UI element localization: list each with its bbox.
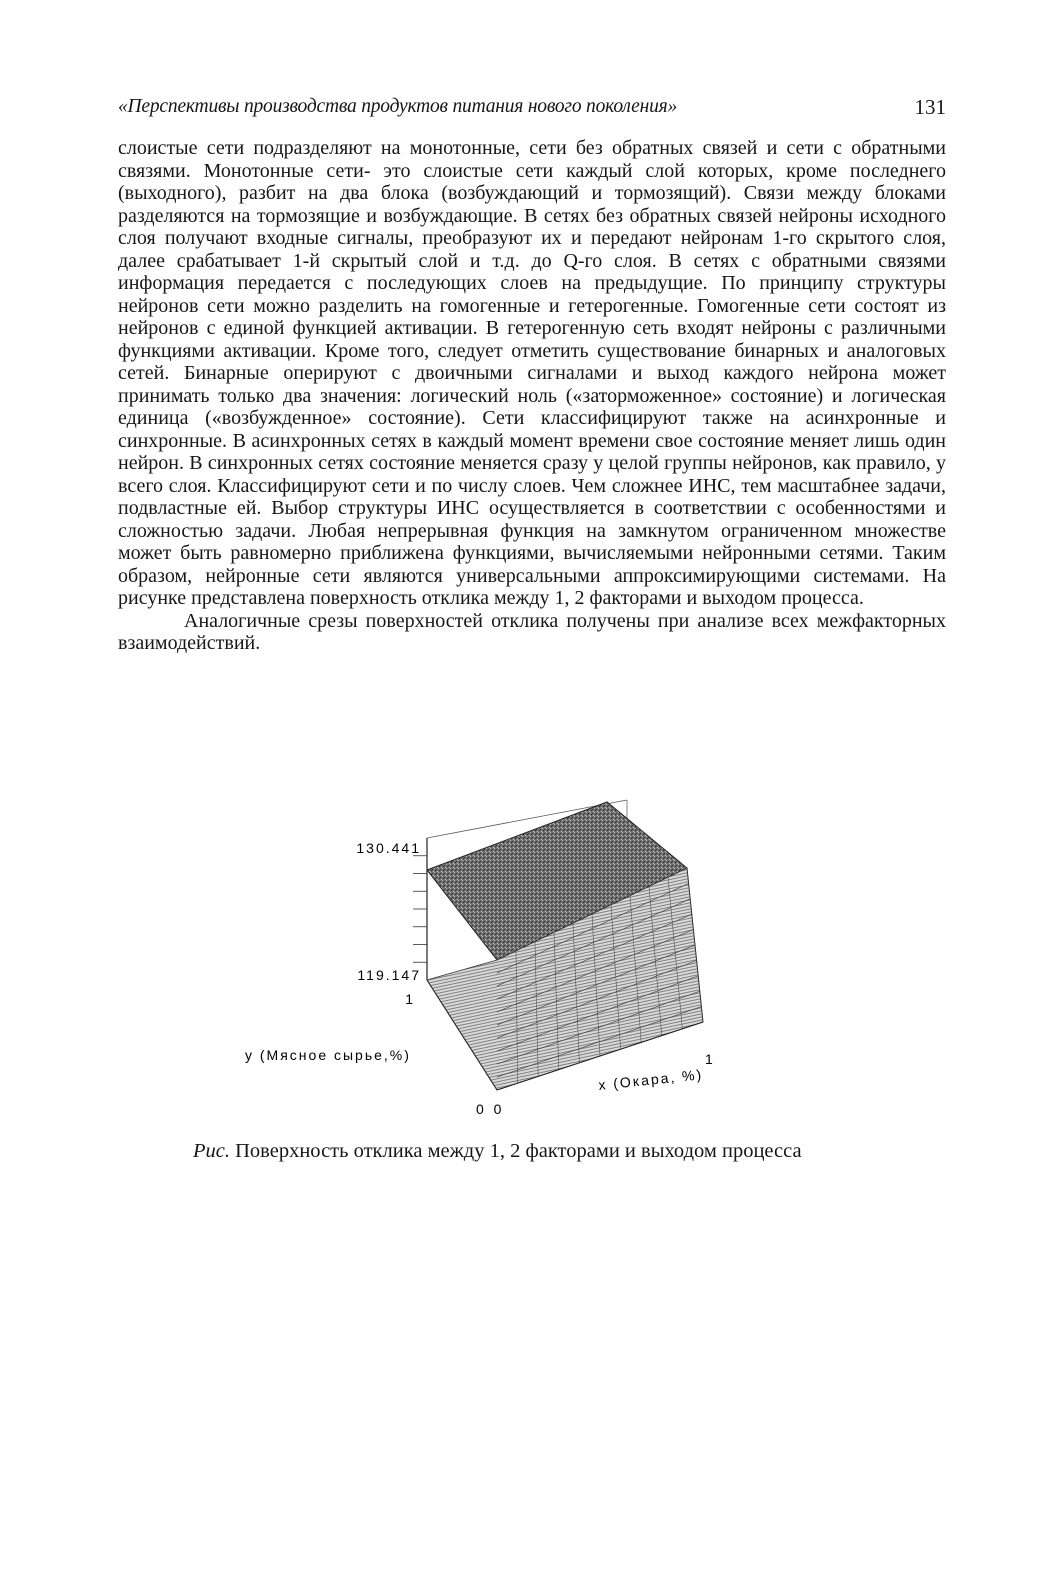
- response-surface-figure: [235, 790, 755, 1120]
- y-axis-label: y (Мясное сырье,%): [245, 1047, 411, 1063]
- caption-prefix: Рис.: [193, 1140, 230, 1162]
- page-number: 131: [914, 95, 946, 119]
- origin-label: 0 0: [476, 1101, 505, 1117]
- body-text: [118, 137, 946, 655]
- y-max-label: 1: [405, 991, 413, 1007]
- figure-caption: [193, 1138, 893, 1164]
- z-max-label: 130.441: [356, 840, 421, 856]
- x-axis-label: x (Окара, %): [597, 1066, 704, 1093]
- paragraph-1: слоистые сети подразделяют на монотонные, сети без обратных связей и сети с обратными связями. Монотонные сети- это слоистые сети каждый слой которых, кроме последнего (выходного), разбит на два блока (возбуждающий и тормозящий). Связи между блоками разделяются на тормозящие и возбуждающие. В сетях без обратных связей нейроны исходного слоя получают входные сигналы, преобразуют их и передают нейронам 1-го скрытого слоя, далее срабатывает 1-й скрытый слой и т.д. до Q-го слоя. В сетях с обратными связями информация передается с последующих слоев на предыдущие. По принципу структуры нейронов сети можно разделить на гомогенные и гетерогенные. Гомогенные сети состоят из нейронов с единой функцией активации. В гетерогенную сеть входят нейроны с различными функциями активации. Кроме того, следует отметить существование бинарных и аналоговых сетей. Бинарные оперируют с двоичными сигналами и выход каждого нейрона может принимать только два значения: логический ноль («заторможенное» состояние) и логическая единица («возбужденное» состояние). Сети классифицируют также на асинхронные и синхронные. В асинхронных сетях в каждый момент времени свое состояние меняет лишь один нейрон. В синхронных сетях состояние меняется сразу у целой группы нейронов, как правило, у всего слоя. Классифицируют сети и по числу слоев. Чем сложнее ИНС, тем масштабнее задачи, подвластные ей. Выбор структуры ИНС осуществляется в соответствии с особенностями и сложностью задачи. Любая непрерывная функция на замкнутом ограниченном множестве может быть равномерно приближена функциями, вычисляемыми нейронными сетями. Таким образом, нейронные сети являются универсальными аппроксимирующими системами. На рисунке представлена поверхность отклика между 1, 2 факторами и выходом процесса.: [118, 137, 946, 609]
- z-grid-lines: [413, 856, 427, 963]
- running-head: [118, 92, 946, 122]
- x-max-label: 1: [705, 1051, 713, 1067]
- paragraph-2: Аналогичные срезы поверхностей отклика получены при анализе всех межфакторных взаимодействий.: [118, 609, 946, 654]
- running-title: «Перспективы производства продуктов питания нового поколения»: [118, 96, 678, 117]
- z-min-label: 119.147: [357, 967, 421, 983]
- surface-plot: [235, 790, 755, 1120]
- caption-text: Поверхность отклика между 1, 2 факторами и выходом процесса: [235, 1140, 802, 1162]
